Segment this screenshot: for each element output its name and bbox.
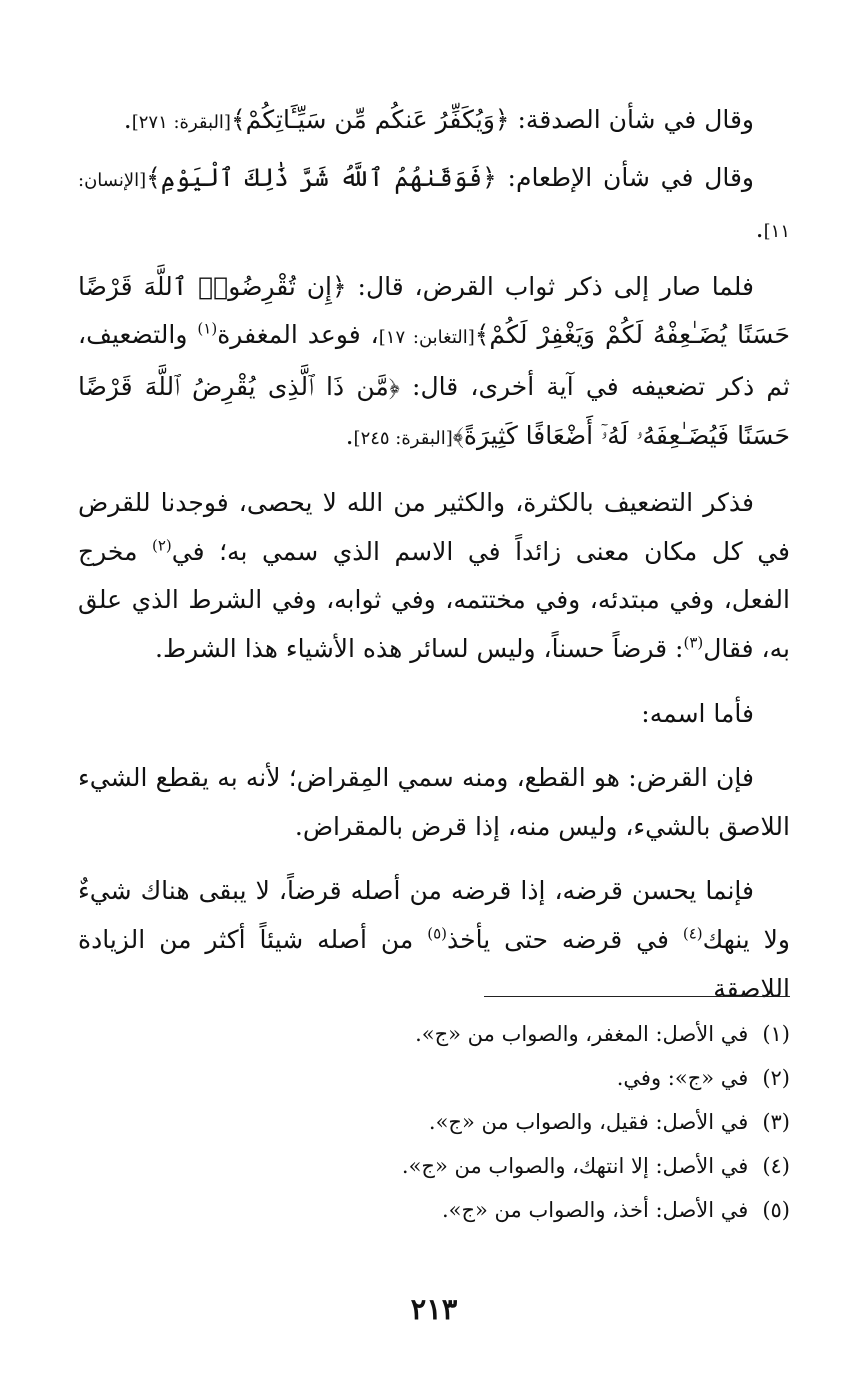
footnote-divider <box>484 996 790 997</box>
quran-verse: ﴿وَيُكَفِّرُ عَنكُم مِّن سَيِّـَٔاتِكُمْ﴾ <box>230 105 510 134</box>
main-text <box>78 96 790 1019</box>
footnote-marker[interactable]: (٥) <box>427 924 448 943</box>
footnote-marker[interactable]: (١) <box>197 320 218 339</box>
quran-verse: ﴿مَّن ذَا ٱلَّذِى يُقْرِضُ ٱللَّهَ قَرْضًا حَسَنًا فَيُضَـٰعِفَهُۥ لَهُۥٓ أَضْعَافًا كَثِيرَةً﴾ <box>78 371 790 450</box>
paragraph-itam <box>78 154 790 257</box>
footnote-number: (٥) <box>762 1198 790 1222</box>
paragraph-text: فإنما يحسن قرضه، إذا قرضه من أصله قرضاً، لا يبقى هناك شيءٌ ولا ينهك <box>78 876 790 954</box>
paragraph-text: ، فوعد المغفرة <box>217 320 379 350</box>
quran-verse: ﴿إِن تُقْرِضُوا۟ ٱللَّهَ قَرْضًا حَسَنًا يُضَـٰعِفْهُ لَكُمْ وَيَغْفِرْ لَكُمْ﴾ <box>78 271 791 350</box>
paragraph-text: وقال في شأن الإطعام: <box>496 162 755 192</box>
paragraph-text: فذكر التضعيف بالكثرة، والكثير من الله لا يحصى، فوجدنا للقرض في كل مكان معنى زائداً في الاسم الذي سمي به؛ في <box>78 488 790 566</box>
footnote-item <box>78 1188 790 1232</box>
footnote-marker[interactable]: (٤) <box>682 924 703 943</box>
quran-verse: ﴿فَوَقَىٰهُمُ ٱللَّهُ شَرَّ ذَٰلِكَ ٱلْيَوْمِ﴾ <box>146 162 497 192</box>
paragraph-sadaqa <box>78 96 790 148</box>
footnote-item <box>78 1144 790 1188</box>
footnote-item <box>78 1056 790 1100</box>
footnote-number: (٣) <box>762 1110 790 1134</box>
verse-reference: [التغابن: ١٧] <box>378 327 475 349</box>
verse-reference: [البقرة: ٢٧١] <box>131 112 231 133</box>
paragraph-qard-meaning: فإن القرض: هو القطع، ومنه سمي المِقراض؛ لأنه به يقطع الشيء اللاصق بالشيء، وليس منه، إذا قرض بالمقراض. <box>78 763 790 841</box>
paragraph-text: : قرضاً حسناً، وليس لسائر هذه الأشياء هذا الشرط. <box>155 633 684 663</box>
paragraph-text: مخرج الفعل، وفي مبتدئه، وفي مختتمه، وفي ثوابه، وفي الشرط الذي علق به، فقال <box>78 536 790 663</box>
footnotes-list <box>78 1012 790 1232</box>
page-number: ٢١٣ <box>410 1292 458 1326</box>
footnote-text: في «ج»: وفي. <box>616 1066 749 1090</box>
footnote-marker[interactable]: (٢) <box>152 536 172 555</box>
paragraph-heading-name: فأما اسمه: <box>641 698 754 728</box>
verse-reference: [الإنسان: ١١] <box>78 169 790 243</box>
paragraph-text: . <box>755 214 764 244</box>
paragraph-text: والتضعيف، ثم ذكر تضعيفه في آية أخرى، قال: <box>78 320 790 401</box>
paragraph-text: فلما صار إلى ذكر ثواب القرض، قال: <box>346 271 754 301</box>
paragraph-text: . <box>345 420 354 450</box>
footnote-number: (١) <box>762 1022 790 1046</box>
paragraph-text: في قرضه حتى يأخذ <box>447 924 683 954</box>
footnote-number: (٢) <box>762 1066 790 1090</box>
footnote-text: في الأصل: أخذ، والصواب من «ج». <box>441 1198 749 1222</box>
verse-reference: [البقرة: ٢٤٥] <box>353 427 453 449</box>
footnote-item <box>78 1012 790 1056</box>
paragraph-text: وقال في شأن الصدقة: <box>509 105 754 134</box>
footnote-item <box>78 1100 790 1144</box>
paragraph-qard-reward <box>78 263 790 463</box>
footnote-text: في الأصل: إلا انتهك، والصواب من «ج». <box>401 1154 749 1178</box>
paragraph-text: من أصله شيئاً أكثر من الزيادة اللاصقة <box>78 924 790 1003</box>
paragraph-multiplication <box>78 479 790 673</box>
footnote-marker[interactable]: (٣) <box>683 633 704 652</box>
paragraph-text: . <box>123 105 132 134</box>
footnote-text: في الأصل: فقيل، والصواب من «ج». <box>428 1110 749 1134</box>
footnote-text: في الأصل: المغفر، والصواب من «ج». <box>415 1022 749 1046</box>
paragraph-qard-good <box>78 867 790 1013</box>
footnote-number: (٤) <box>762 1154 790 1178</box>
